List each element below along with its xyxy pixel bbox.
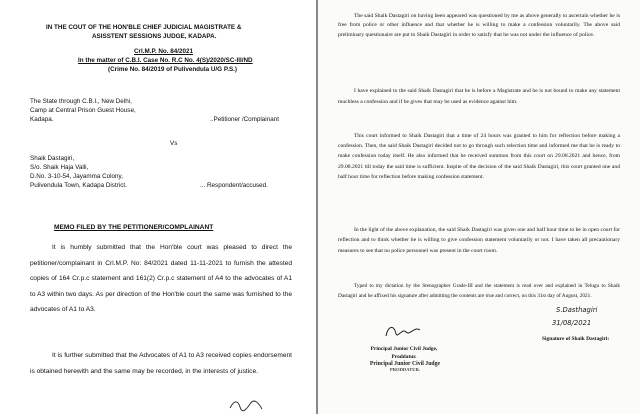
petitioner-line-1: The State through C.B.I., New Delhi, [30, 98, 132, 105]
memo-paragraph-1: It is humbly submitted that the Hon'ble court was pleased to direct the petitioner/complainant in Crl.M.P. No: 84/2021 dated 11-11-2021 to furnish the attested copies of 164 Cr.p.c statement and 161(2) Cr.p.c statement of A4 to the advocates of A1 to A3 within two days. As per direction of the Hon'ble court the same was furnished to the advocates of A1 to A3. [30, 244, 292, 313]
left-signature-scribble [228, 398, 268, 412]
memo-paragraph-2: It is further submitted that the Advocates of A1 to A3 received copies endorsement is obtained herewith and the same may be recorded, in the interests of justice. [30, 352, 292, 375]
versus: Vs [170, 140, 178, 147]
memo-title: MEMO FILED BY THE PETITIONER/COMPLAINANT [54, 224, 214, 231]
memo-page [0, 0, 316, 414]
record-paragraph-4: In the light of the above explanation, the said Shaik Dastagiri was given one and half hour time to be in open court for reflection and to think whether he is willing to give confession statement voluntarily or not. I have taken all precautionary measures to see that no police personnel was present in the court room. [338, 227, 620, 254]
accused-signature-name: S.Dasthagiri [556, 306, 598, 314]
court-heading-line-1: IN THE COUT OF THE HON'BLE CHIEF JUDICIAL MAGISTRATE & [46, 24, 242, 31]
respondent-role: ... Respondent/accused. [200, 182, 268, 189]
crime-reference: (Crime No. 84/2019 of Pulivendula U/G P.S.) [108, 66, 238, 73]
petitioner-role: ..Petitioner /Complainant [210, 116, 279, 123]
court-heading-line-2: ASISSTENT SESSIONS JUDGE, KADAPA. [92, 33, 217, 40]
respondent-line-3: D.No. 3-10-54, Jayamma Colony, [30, 173, 123, 180]
case-number: Crl.M.P. No. 84/2021 [134, 48, 194, 55]
judge-signature [384, 322, 424, 340]
accused-signature-date: 31/08/2021 [552, 319, 592, 327]
judge-title-line-2: Proddatur. [391, 354, 417, 360]
petitioner-line-2: Camp at Central Prison Guest House, [30, 107, 136, 114]
record-paragraph-1: The said Shaik Dastagiri on having been appeared was questioned by me as above generally to ascertain whether he is free from police or other influence and that whether he is willing to make a confession voluntarily. The above said preliminary questionaire are put to Shaik Dastagiri in order to satisfy that he was not under the influence of police. [338, 13, 620, 38]
stamp-line-2: PRODDATUR. [389, 367, 421, 372]
respondent-line-4: Pulivendula Town, Kadapa District. [30, 182, 127, 189]
record-paragraph-3: This court informed to Shaik Dastagiri that a time of 24 hours was granted to him for reflection before making a confession. Then, the said Shaik Dastagiri decided not to go through such relection time and informed me that he is ready to make confession today itself. He also informed that he received summon from this court on 29.08.2021 and hence, from 29.08.2021 till today the said time is sufficient. Inspite of the decision of the said Shaik Dastagiri, this court granted one and half hour time for reflection before making confession statement. [338, 133, 620, 180]
respondent-line-1: Shaik Dastagiri, [30, 155, 75, 162]
respondent-line-2: S/o. Shaik Haja Valli, [30, 164, 89, 171]
signature-caption: Signature of Shaik Dastagiri: [542, 336, 610, 342]
confession-record-page [318, 0, 640, 414]
judge-title-line-1: Principal Junior Civil Judge, [370, 346, 438, 352]
stamp-line-1: Principal Junior Civil Judge [369, 361, 441, 367]
record-paragraph-2: I have explained to the said Shaik Dastagiri that he is before a Magistrate and he is not bound to make any statement muchless a confession and if he gives that may be used as evidence against him. [338, 88, 620, 105]
matter-reference: In the matter of C.B.I. Case No. R.C No. 4(S)/2020/SC-III/ND [78, 57, 253, 64]
petitioner-line-3: Kadapa. [30, 116, 54, 123]
record-paragraph-5: Typed to my dictation by the Stenographer Grade-III and the statement is read over and explained in Telugu to Shaik Dastagiri and he affixed his signature after admitting the contents are true and correct, on this 31st day of August, 2021. [338, 283, 620, 299]
court-seal-stamp [342, 361, 468, 372]
